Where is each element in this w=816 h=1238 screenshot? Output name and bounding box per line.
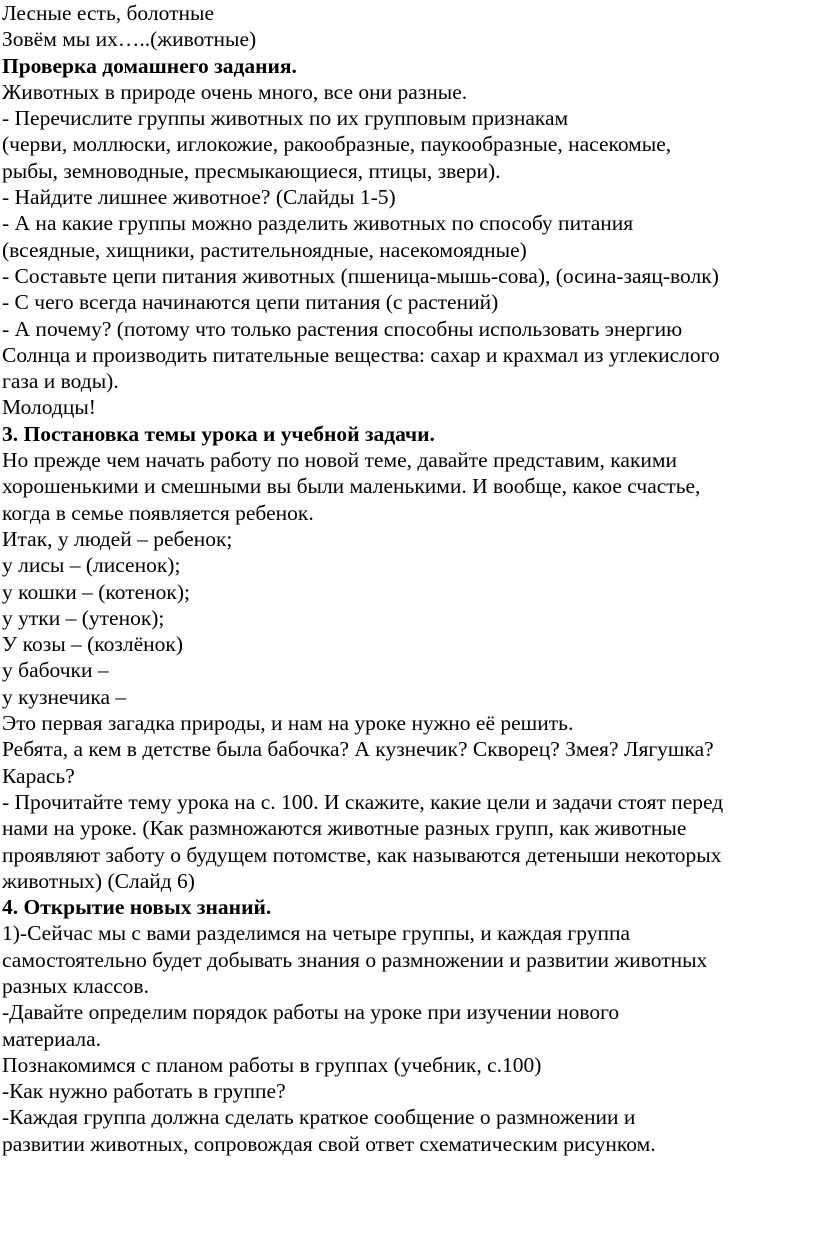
text-line: нами на уроке. (Как размножаются животные разных групп, как животные — [2, 816, 687, 841]
text-line: Зовём мы их…..(животные) — [2, 27, 257, 52]
text-line: - А почему? (потому что только растения способны использовать энергию — [2, 316, 683, 341]
text-line: 1)-Сейчас мы с вами разделимся на четыре группы, и каждая группа — [2, 921, 631, 946]
text-line: Это первая загадка природы, и нам на уроке нужно её решить. — [2, 711, 574, 736]
text-line: У козы – (козлёнок) — [2, 632, 184, 657]
text-line: Животных в природе очень много, все они разные. — [2, 79, 468, 104]
text-line: рыбы, земноводные, пресмыкающиеся, птицы, звери). — [2, 158, 501, 183]
text-line: - Прочитайте тему урока на с. 100. И скажите, какие цели и задачи стоят перед — [2, 789, 724, 814]
text-line: - С чего всегда начинаются цепи питания (с растений) — [2, 290, 499, 315]
text-line: проявляют заботу о будущем потомстве, как называются детеныши некоторых — [2, 842, 722, 867]
text-line: развитии животных, сопровождая свой ответ схематическим рисунком. — [2, 1131, 656, 1156]
text-line: - А на какие группы можно разделить животных по способу питания — [2, 211, 634, 236]
text-line: Солнца и производить питательные вещества: сахар и крахмал из углекислого — [2, 342, 720, 367]
text-line: (черви, моллюски, иглокожие, ракообразные, паукообразные, насекомые, — [2, 132, 672, 157]
text-line: у кузнечика – — [2, 684, 127, 709]
text-line: - Найдите лишнее животное? (Слайды 1-5) — [2, 185, 396, 210]
text-line: газа и воды). — [2, 369, 119, 394]
text-line: у утки – (утенок); — [2, 605, 165, 630]
section-heading: 3. Постановка темы урока и учебной задачи. — [2, 421, 435, 446]
text-line: самостоятельно будет добывать знания о размножении и развитии животных — [2, 947, 708, 972]
section-heading: 4. Открытие новых знаний. — [2, 895, 272, 920]
text-line: материала. — [2, 1026, 102, 1051]
text-line: Итак, у людей – ребенок; — [2, 526, 233, 551]
text-line: - Составьте цепи питания животных (пшеница-мышь-сова), (осина-заяц-волк) — [2, 263, 719, 288]
section-heading: Проверка домашнего задания. — [2, 53, 297, 78]
text-line: - Перечислите группы животных по их групповым признакам — [2, 106, 569, 131]
text-line: -Как нужно работать в группе? — [2, 1079, 286, 1104]
text-line: у лисы – (лисенок); — [2, 553, 181, 578]
text-line: Молодцы! — [2, 395, 96, 420]
text-line: Карась? — [2, 763, 75, 788]
text-line: у кошки – (котенок); — [2, 579, 190, 604]
text-line: разных классов. — [2, 973, 149, 998]
text-line: -Каждая группа должна сделать краткое сообщение о размножении и — [2, 1105, 636, 1130]
text-line: Познакомимся с планом работы в группах (учебник, с.100) — [2, 1052, 542, 1077]
text-line: Ребята, а кем в детстве была бабочка? А кузнечик? Скворец? Змея? Лягушка? — [2, 737, 714, 762]
text-line: -Давайте определим порядок работы на уроке при изучении нового — [2, 1000, 620, 1025]
text-line: (всеядные, хищники, растительноядные, насекомоядные) — [2, 237, 527, 262]
text-line: Но прежде чем начать работу по новой теме, давайте представим, какими — [2, 448, 678, 473]
text-line: хорошенькими и смешными вы были маленькими. И вообще, какое счастье, — [2, 474, 701, 499]
text-line: когда в семье появляется ребенок. — [2, 500, 314, 525]
text-line: у бабочки – — [2, 658, 109, 683]
text-line: животных) (Слайд 6) — [2, 868, 195, 893]
text-line: Лесные есть, болотные — [2, 1, 214, 25]
